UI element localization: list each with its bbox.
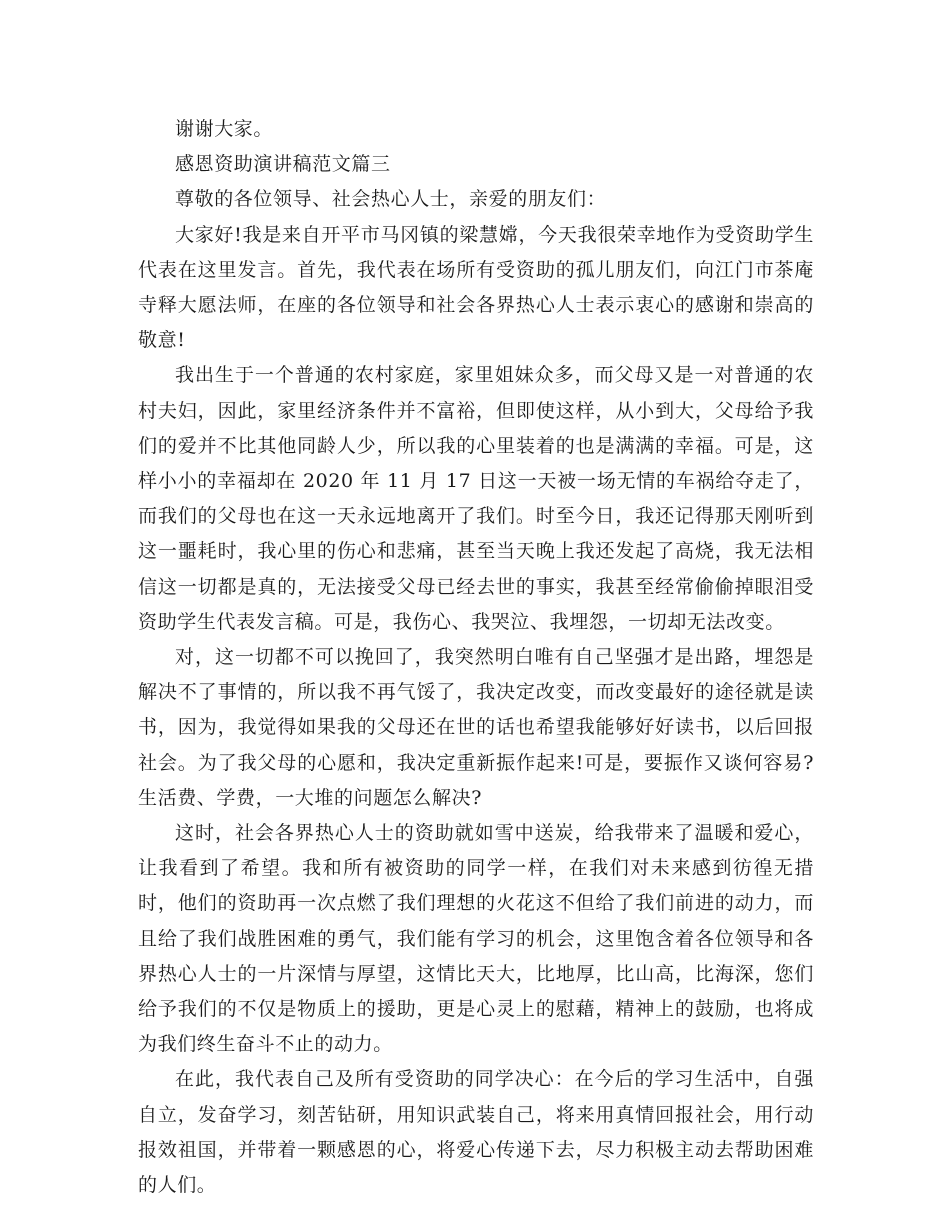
section-title: 感恩资助演讲稿范文篇三 [175, 153, 391, 176]
paragraph-introduction: 大家好!我是来自开平市马冈镇的梁慧嫦，今天我很荣幸地作为受资助学生代表在这里发言。首先，我代表在场所有受资助的孤儿朋友们，向江门市茶庵寺释大愿法师，在座的各位领导和社会各界热心人士表示衷心的感谢和崇高的敬意! [138, 223, 814, 352]
salutation: 尊敬的各位领导、社会热心人士，亲爱的朋友们： [175, 188, 607, 211]
paragraph-family-background: 我出生于一个普通的农村家庭，家里姐妹众多，而父母又是一对普通的农村夫妇，因此，家里经济条件并不富裕，但即使这样，从小到大，父母给予我们的爱并不比其他同龄人少，所以我的心里装着的也是满满的幸福。可是，这样小小的幸福却在 2020 年 11 月 17 日这一天被一场无情的车祸给夺走了，而我们的父母也在这一天永远地离开了我们。时至今日，我还记得那天刚听到这一噩耗时，我心里的伤心和悲痛，甚至当天晚上我还发起了高烧，我无法相信这一切都是真的，无法接受父母已经去世的事实，我甚至经常偷偷掉眼泪受资助学生代表发言稿。可是，我伤心、我哭泣、我埋怨，一切却无法改变。 [138, 364, 814, 633]
paragraph-gratitude: 这时，社会各界热心人士的资助就如雪中送炭，给我带来了温暖和爱心，让我看到了希望。我和所有被资助的同学一样，在我们对未来感到彷徨无措时，他们的资助再一次点燃了我们理想的火花这不但给了我们前进的动力，而且给了我们战胜困难的勇气，我们能有学习的机会，这里饱含着各位领导和各界热心人士的一片深情与厚望，这情比天大，比地厚，比山高，比海深，您们给予我们的不仅是物质上的援助，更是心灵上的慰藉，精神上的鼓励，也将成为我们终生奋斗不止的动力。 [138, 822, 814, 1056]
paragraph-resolution: 对，这一切都不可以挽回了，我突然明白唯有自己坚强才是出路，埋怨是解决不了事情的，所以我不再气馁了，我决定改变，而改变最好的途径就是读书，因为，我觉得如果我的父母还在世的话也希望我能够好好读书，以后回报社会。为了我父母的心愿和，我决定重新振作起来!可是，要振作又谈何容易?生活费、学费，一大堆的问题怎么解决? [138, 646, 814, 809]
paragraph-pledge: 在此，我代表自己及所有受资助的同学决心：在今后的学习生活中，自强自立，发奋学习，刻苦钻研，用知识武装自己，将来用真情回报社会，用行动报效祖国，并带着一颗感恩的心，将爱心传递下去，尽力积极主动去帮助困难的人们。 [138, 1068, 814, 1197]
document-body [138, 112, 814, 1203]
closing-line: 谢谢大家。 [175, 118, 274, 140]
